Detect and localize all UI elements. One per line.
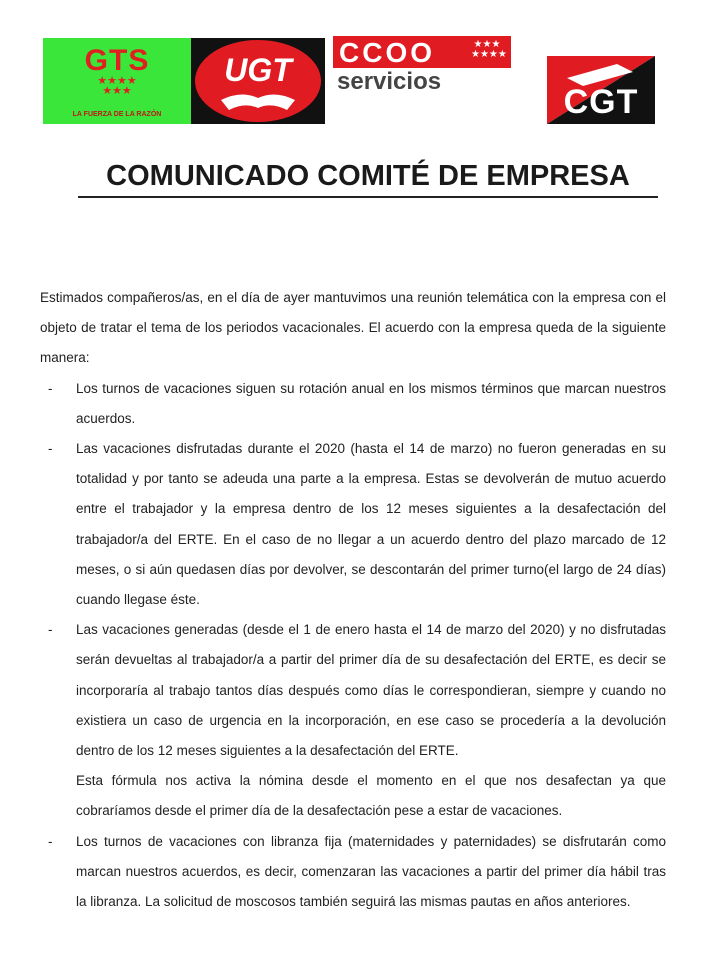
cgt-logo <box>547 56 655 124</box>
list-item <box>40 827 666 918</box>
ccoo-logo-subtitle: servicios <box>337 68 442 95</box>
document-title: COMUNICADO COMITÉ DE EMPRESA <box>106 160 630 192</box>
ccoo-stars-icon: ★★★ ★★★★ <box>471 39 507 60</box>
ugt-logo-text: UGT <box>224 52 292 88</box>
gts-logo-title: GTS <box>84 44 150 77</box>
list-item-text: Las vacaciones disfrutadas durante el 2020 (hasta el 14 de marzo) no fueron generadas en su totalidad y por tanto se adeuda una parte a la empresa. Estas se devolverán de mutuo acuerdo entre el trabajador y la empresa dentro de los 12 meses siguientes a la desafectación del trabajador/a del ERTE. En el caso de no llegar a un acuerdo dentro del plazo marcado de 12 meses, o si aún quedasen días por devolver, se descontarán del primer turno(el largo de 24 días) cuando llegase éste. <box>76 441 666 608</box>
list-item <box>40 374 666 434</box>
document-body <box>40 283 666 917</box>
gts-stars-icon: ★★★★ ★★★ <box>97 75 137 97</box>
logo-strip <box>0 36 720 128</box>
ugt-logo <box>191 38 325 124</box>
list-item <box>40 434 666 615</box>
list-item-text: Los turnos de vacaciones con libranza fija (maternidades y paternidades) se disfrutarán como marcan nuestros acuerdos, es decir, comenzaran las vacaciones a partir del primer día hábil tras la libranza. La solicitud de moscosos también seguirá las mismas pautas en años anteriores. <box>76 833 666 910</box>
ccoo-logo-text: CCOO <box>339 37 435 68</box>
title-underline <box>78 196 658 198</box>
gts-logo-motto: LA FUERZA DE LA RAZÓN <box>72 111 162 118</box>
intro-paragraph: Estimados compañeros/as, en el día de ayer mantuvimos una reunión telemática con la empresa con el objeto de tratar el tema de los periodos vacacionales. El acuerdo con la empresa queda de la siguiente manera: <box>40 290 666 366</box>
gts-logo <box>43 38 191 124</box>
continuation-paragraph: Esta fórmula nos activa la nómina desde el momento en el que nos desafectan ya que cobraríamos desde el primer día de la desafectación pese a estar de vacaciones. <box>76 773 666 819</box>
list-item-text: Las vacaciones generadas (desde el 1 de enero hasta el 14 de marzo del 2020) y no disfrutadas serán devueltas al trabajador/a a partir del primer día de su desafectación del ERTE, es decir se incorporaría al trabajo tantos días después como días le correspondieran, siempre y cuando no existiera un caso de urgencia en la incorporación, en ese caso se procedería a la devolución dentro de los 12 meses siguientes a la desafectación del ERTE. <box>76 622 666 759</box>
list-item <box>40 615 666 766</box>
bullet-dash: - <box>48 441 53 457</box>
list-item-text: Los turnos de vacaciones siguen su rotación anual en los mismos términos que marcan nuestros acuerdos. <box>76 380 666 426</box>
agreement-list <box>40 374 666 767</box>
cgt-logo-text: CGT <box>563 83 639 121</box>
bullet-dash: - <box>48 833 53 849</box>
agreement-list-last <box>40 827 666 918</box>
bullet-dash: - <box>48 622 53 638</box>
bullet-dash: - <box>48 380 53 396</box>
ccoo-logo <box>333 36 511 96</box>
